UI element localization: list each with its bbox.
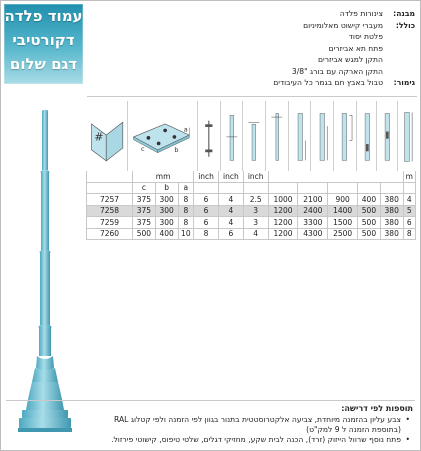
base-plate-diagram xyxy=(128,101,198,171)
table-row: 7259 375 300 8 6 4 3 1200 3300 1500 500 380 6 xyxy=(87,217,416,229)
spec-row: מבנה: צינורות פלדה xyxy=(339,9,415,18)
option-item: • צבע עליון בהזמנה מיוחדת, צביעה אלקטרוסטטית בתנור בגוון לפי הזמנה ולפי קטלוג RAL xyxy=(8,415,401,425)
tube-diameter-diagram xyxy=(221,101,244,171)
bracket-icon xyxy=(86,101,128,171)
svg-text:c: c xyxy=(141,144,145,153)
height-diagram xyxy=(398,101,416,171)
table-row: 7257 375 300 8 6 4 2.5 1000 2100 900 400 380 4 xyxy=(87,194,416,206)
door-height-diagram xyxy=(289,101,312,171)
units-row: mm inch inch inch m xyxy=(87,171,416,182)
spec-row: פלטת יסוד xyxy=(348,32,383,41)
options-heading: תוספות לפי דרישה: xyxy=(341,404,413,413)
tip-diameter-diagram xyxy=(266,101,289,171)
spec-list xyxy=(90,8,415,89)
spec-row: גימור: טבול באבץ חם בגמר כל העיבודים xyxy=(273,78,415,87)
door-position-diagram xyxy=(377,101,398,171)
table-row: 7258 375 300 8 6 4 3 1200 2400 1400 500 380 5 xyxy=(87,205,416,217)
spec-row: התקן למגש אביזרים xyxy=(317,55,383,64)
dimension-table xyxy=(86,171,416,240)
product-title xyxy=(4,4,83,84)
upper-section-diagram xyxy=(334,101,357,171)
door-width-diagram xyxy=(357,101,378,171)
anchor-bolt-diagram xyxy=(198,101,221,171)
table-row: 7260 500 400 10 8 6 4 1200 4300 2500 500 380 8 xyxy=(87,228,416,240)
top-diameter-diagram xyxy=(243,101,266,171)
options-section xyxy=(8,404,413,445)
title-line-3: דגם שלום xyxy=(9,55,78,73)
svg-text:b: b xyxy=(174,145,179,154)
spec-row: כולל: מעברי קישוט מאלומיניום xyxy=(303,20,415,30)
options-list xyxy=(8,415,413,445)
letters-row: c b a xyxy=(87,182,416,194)
option-item-note: (בתוספת הזמנה ל 9 למק"ט) xyxy=(306,425,401,434)
header-divider xyxy=(87,96,417,97)
footer-divider xyxy=(6,400,415,401)
svg-text:#: # xyxy=(94,130,104,144)
title-line-2: דקורטיבי xyxy=(12,31,75,49)
dimension-diagrams xyxy=(86,101,416,171)
spec-row: פתח תא אביזרים xyxy=(328,43,383,53)
option-item: • פתח נוסף שרוול הייזוק (זרד), הכנה לבית שקע, מחזיקי דגלים, שלטי טיפוס, קישוטי פירזול. xyxy=(8,435,401,445)
spec-row: התקן הארקה עם בורג "3/8 xyxy=(291,66,383,76)
title-line-1: עמוד פלדה xyxy=(4,7,83,25)
svg-text:a: a xyxy=(184,125,189,134)
section-height-diagram xyxy=(311,101,334,171)
pole-illustration xyxy=(8,110,80,435)
